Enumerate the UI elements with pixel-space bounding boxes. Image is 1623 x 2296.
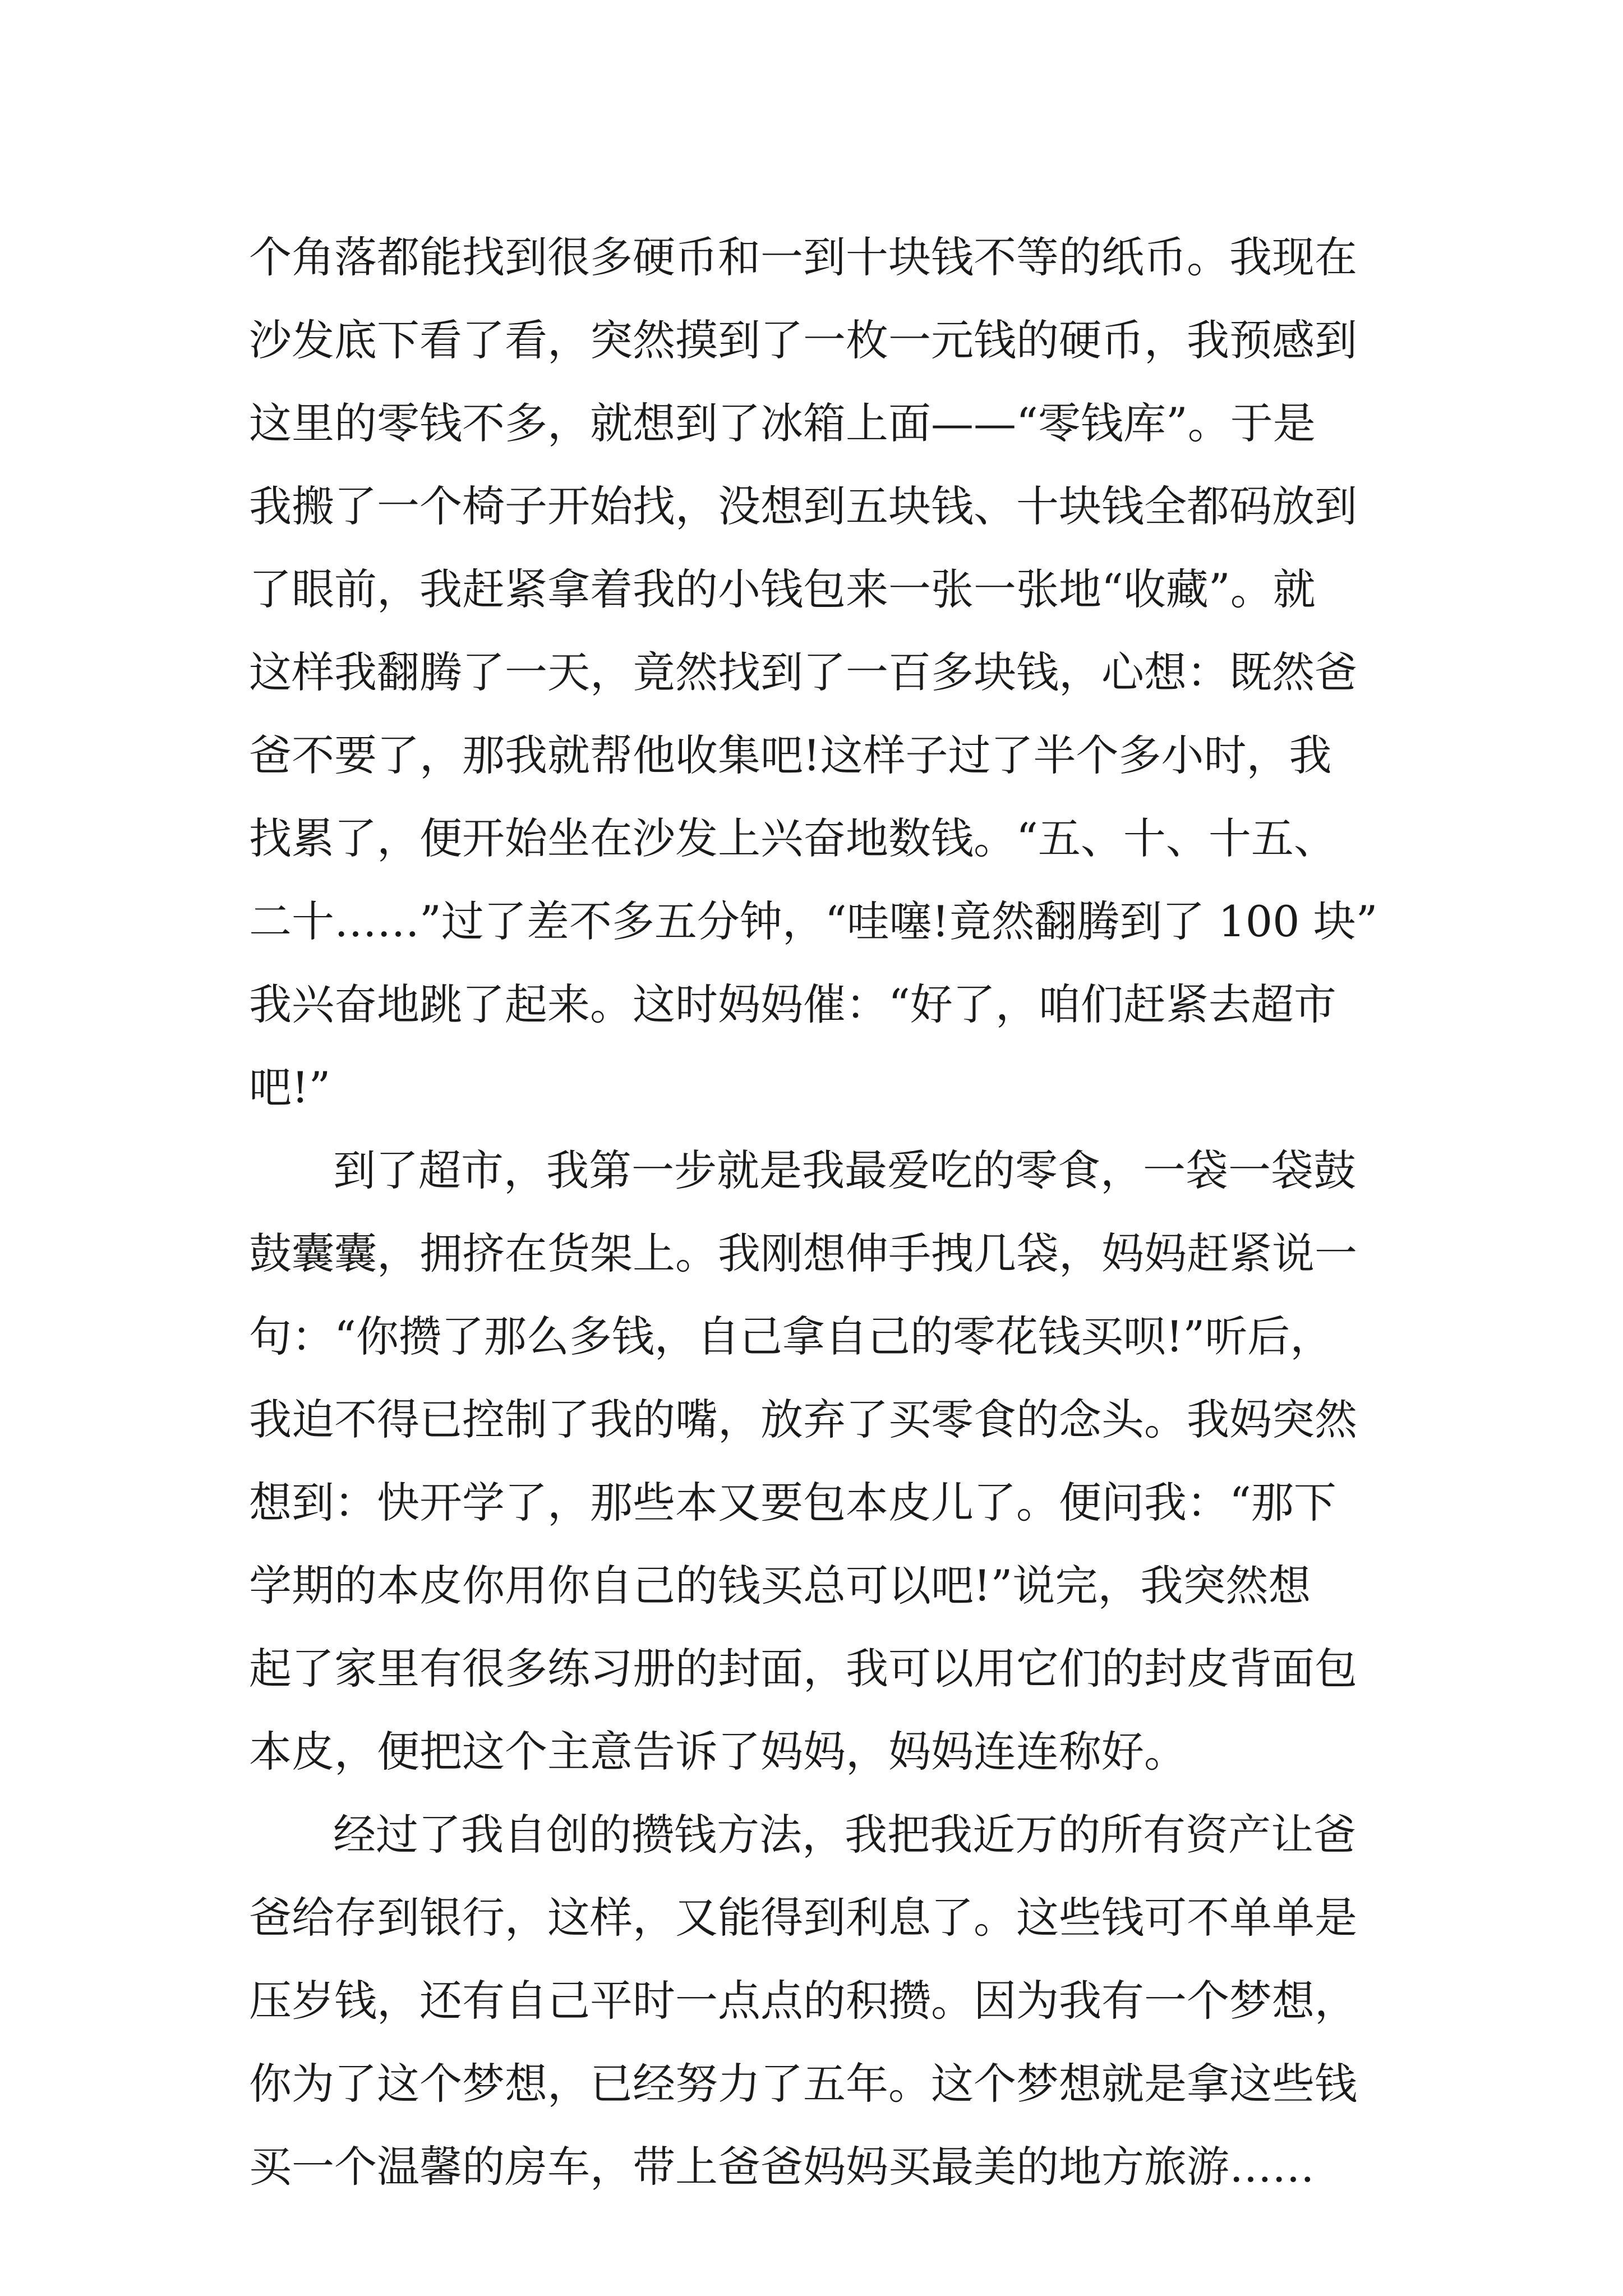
paragraph-3 bbox=[249, 1793, 1393, 2208]
paragraph-2 bbox=[249, 1129, 1393, 1793]
text-line: 鼓囊囊，拥挤在货架上。我刚想伸手拽几袋，妈妈赶紧说一 bbox=[249, 1228, 1357, 1278]
text-line: 学期的本皮你用你自己的钱买总可以吧!”说完，我突然想 bbox=[249, 1561, 1311, 1611]
text-line: 了眼前，我赶紧拿着我的小钱包来一张一张地“收藏”。就 bbox=[249, 564, 1316, 614]
paragraph-1 bbox=[249, 216, 1393, 1129]
text-line: 本皮，便把这个主意告诉了妈妈，妈妈连连称好。 bbox=[249, 1727, 1187, 1777]
text-line: 找累了，便开始坐在沙发上兴奋地数钱。“五、十、十五、 bbox=[249, 813, 1336, 863]
text-line: 买一个温馨的房车，带上爸爸妈妈买最美的地方旅游…… bbox=[249, 2142, 1315, 2192]
text-line: 沙发底下看了看，突然摸到了一枚一元钱的硬币，我预感到 bbox=[249, 315, 1357, 365]
text-line: 想到：快开学了，那些本又要包本皮儿了。便问我：“那下 bbox=[249, 1478, 1336, 1527]
text-line: 爸不要了，那我就帮他收集吧!这样子过了半个多小时，我 bbox=[249, 730, 1332, 780]
text-line: 压岁钱，还有自己平时一点点的积攒。因为我有一个梦想， bbox=[249, 1976, 1357, 2026]
text-line-indented: 经过了我自创的攒钱方法，我把我近万的所有资产让爸 bbox=[333, 1810, 1356, 1860]
text-line: 我搬了一个椅子开始找，没想到五块钱、十块钱全都码放到 bbox=[249, 481, 1357, 531]
text-line: 个角落都能找到很多硬币和一到十块钱不等的纸币。我现在 bbox=[249, 232, 1357, 282]
text-line-indented: 到了超市，我第一步就是我最爱吃的零食，一袋一袋鼓 bbox=[333, 1145, 1356, 1195]
text-line: 吧!” bbox=[249, 1062, 331, 1112]
text-line: 我迫不得已控制了我的嘴，放弃了买零食的念头。我妈突然 bbox=[249, 1395, 1357, 1444]
text-line: 起了家里有很多练习册的封面，我可以用它们的封皮背面包 bbox=[249, 1644, 1357, 1694]
text-line: 爸给存到银行，这样，又能得到利息了。这些钱可不单单是 bbox=[249, 1893, 1357, 1943]
body-text bbox=[249, 216, 1393, 2208]
text-line: 这里的零钱不多，就想到了冰箱上面——“零钱库”。于是 bbox=[249, 398, 1316, 448]
text-line: 二十……”过了差不多五分钟，“哇噻!竟然翻腾到了 100 块” bbox=[249, 896, 1378, 946]
text-line: 你为了这个梦想，已经努力了五年。这个梦想就是拿这些钱 bbox=[249, 2059, 1357, 2109]
text-line: 这样我翻腾了一天，竟然找到了一百多块钱，心想：既然爸 bbox=[249, 647, 1357, 697]
text-line: 我兴奋地跳了起来。这时妈妈催：“好了，咱们赶紧去超市 bbox=[249, 979, 1336, 1029]
text-line: 句：“你攒了那么多钱，自己拿自己的零花钱买呗!”听后， bbox=[249, 1312, 1333, 1361]
